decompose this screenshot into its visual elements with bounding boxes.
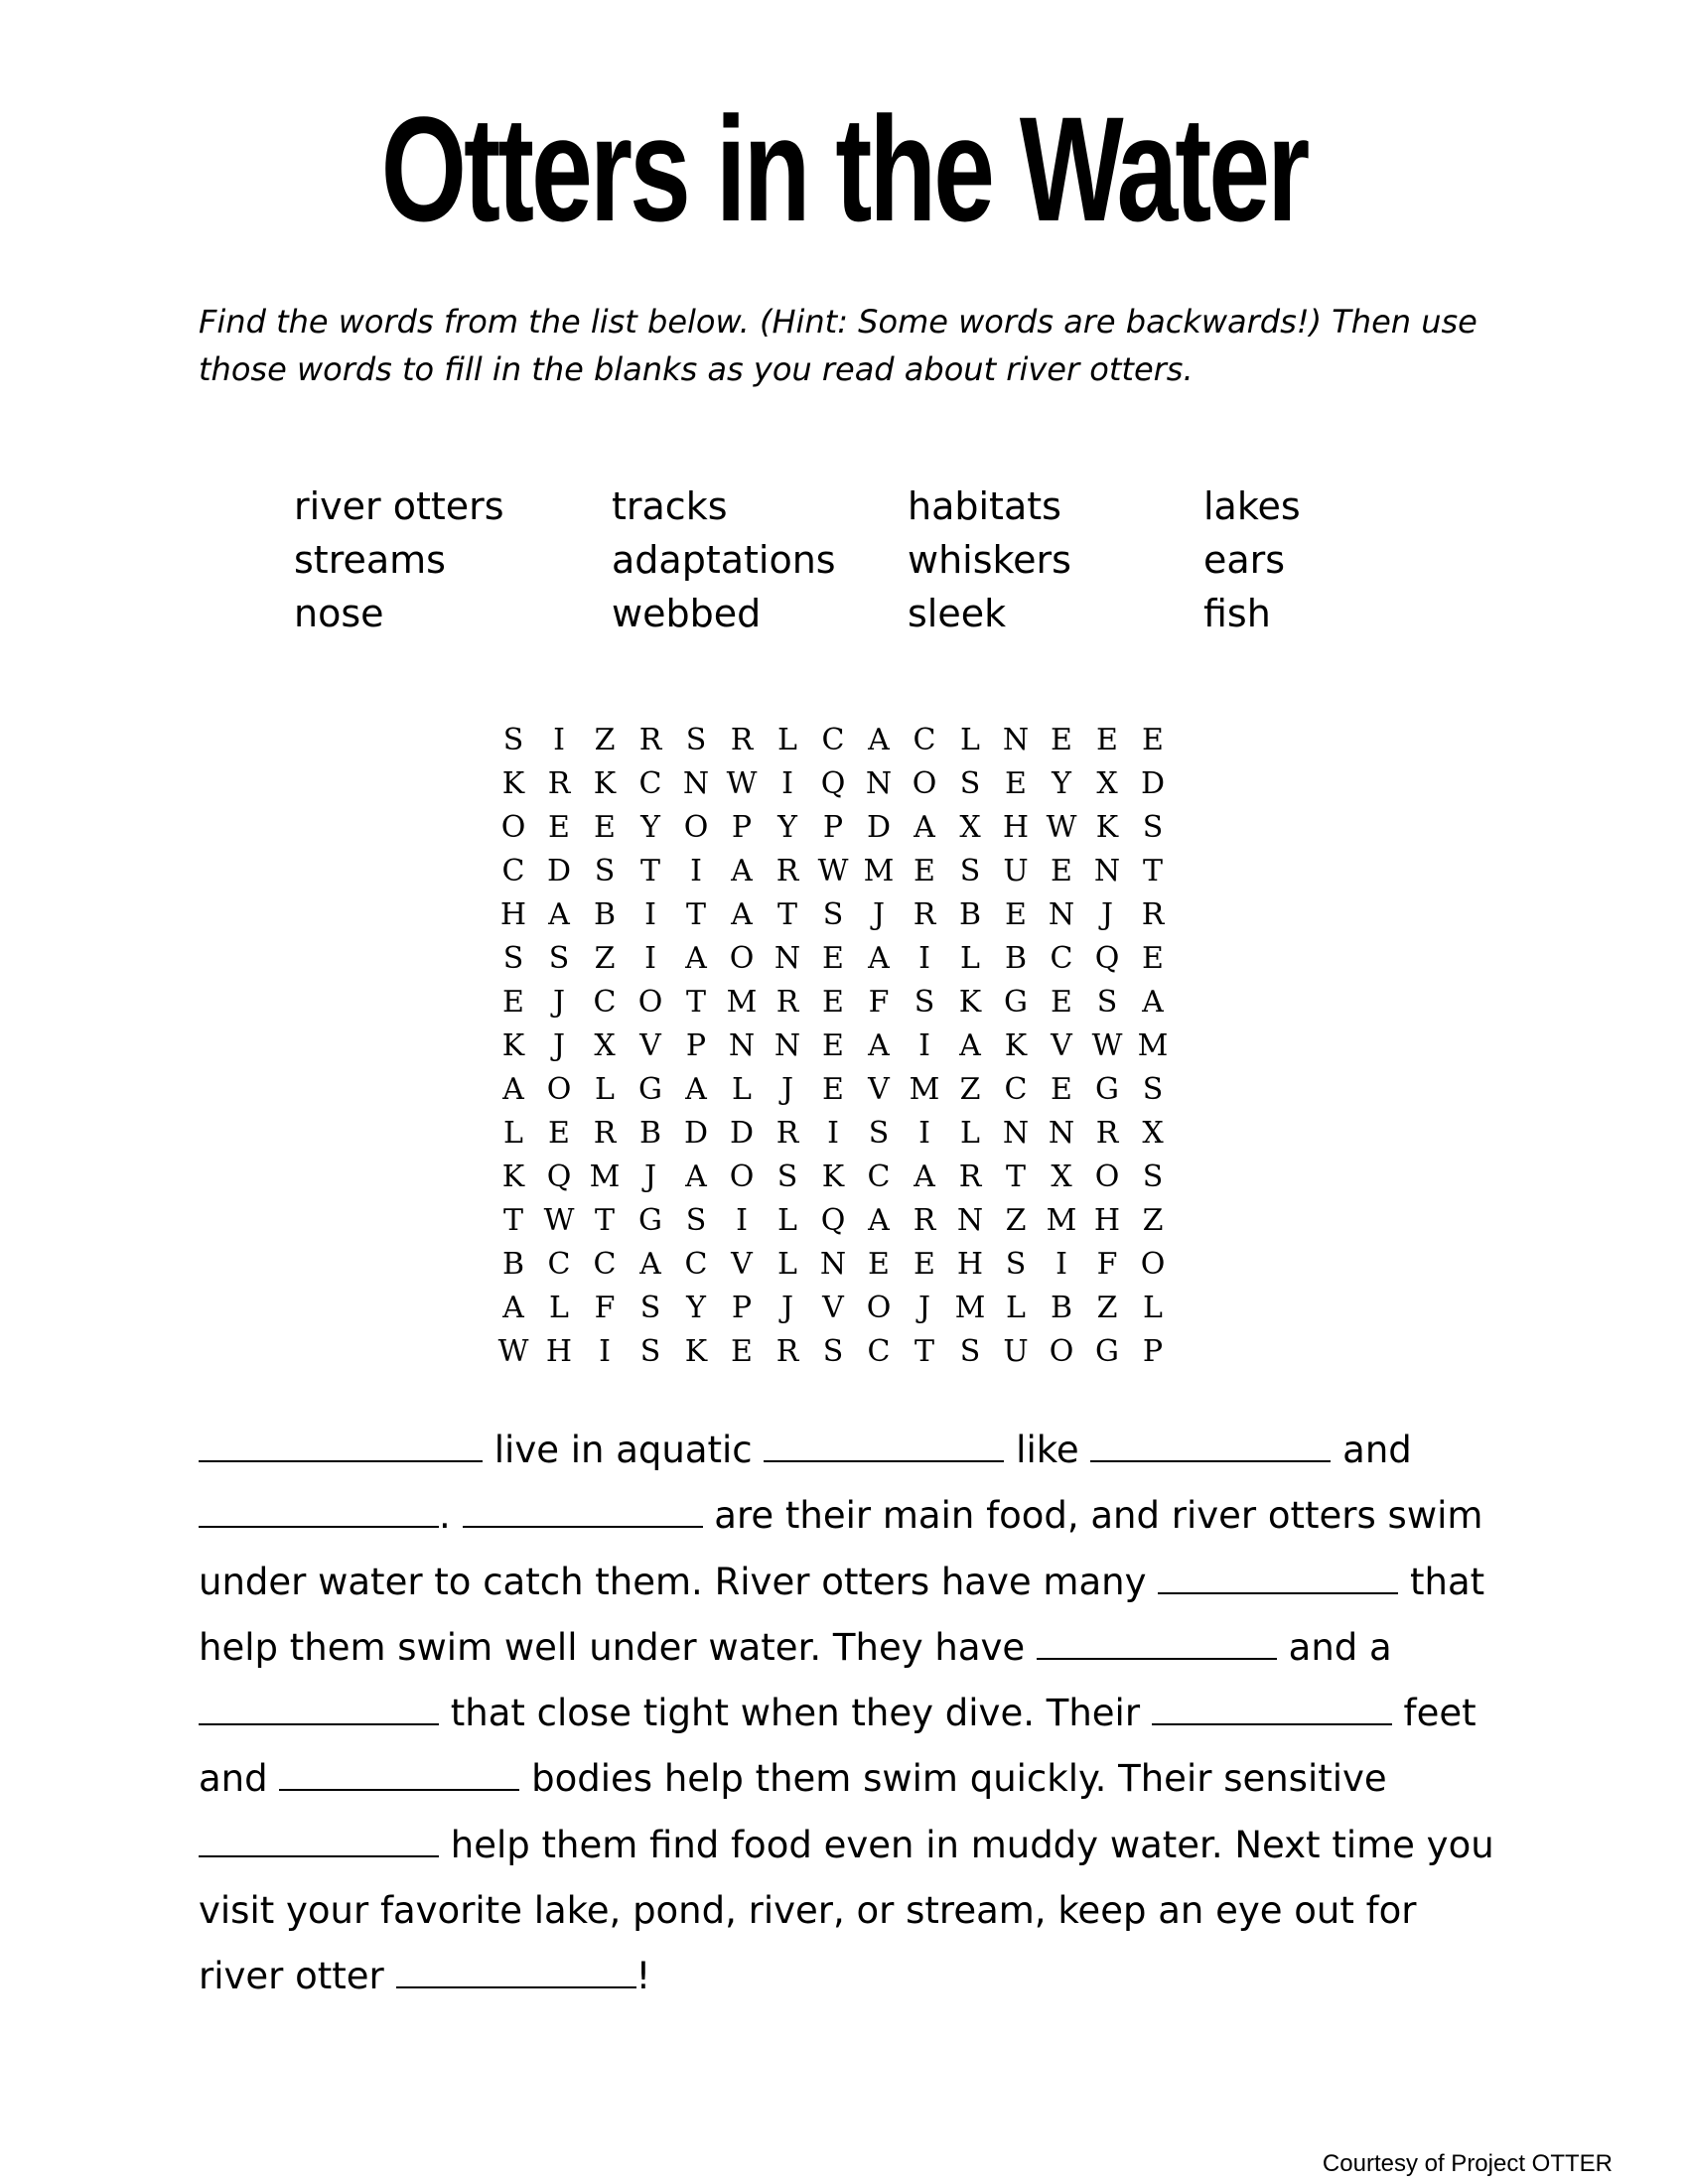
- grid-letter[interactable]: E: [1051, 1072, 1072, 1107]
- grid-letter[interactable]: C: [913, 723, 936, 757]
- grid-letter[interactable]: G: [638, 1203, 662, 1238]
- grid-letter[interactable]: G: [638, 1072, 662, 1107]
- grid-letter[interactable]: A: [868, 941, 890, 976]
- grid-letter[interactable]: C: [1050, 941, 1073, 976]
- word-list-item: tracks: [612, 484, 728, 528]
- grid-letter[interactable]: E: [822, 1028, 844, 1063]
- answer-blank[interactable]: [764, 1431, 1004, 1462]
- answer-blank[interactable]: [199, 1431, 483, 1462]
- grid-letter[interactable]: O: [912, 766, 937, 801]
- grid-letter[interactable]: Q: [820, 1203, 846, 1238]
- grid-letter[interactable]: I: [644, 941, 656, 976]
- grid-letter[interactable]: S: [685, 1203, 707, 1238]
- grid-letter[interactable]: H: [499, 897, 527, 932]
- grid-letter[interactable]: E: [502, 985, 524, 1020]
- grid-letter[interactable]: T: [594, 1203, 615, 1238]
- grid-letter[interactable]: P: [1142, 1334, 1164, 1369]
- grid-letter[interactable]: M: [909, 1072, 940, 1107]
- answer-blank[interactable]: [1152, 1694, 1392, 1725]
- grid-letter[interactable]: L: [1143, 1291, 1163, 1325]
- grid-letter[interactable]: N: [1002, 723, 1030, 757]
- grid-letter[interactable]: K: [1095, 810, 1119, 845]
- grid-letter[interactable]: T: [1005, 1160, 1026, 1194]
- passage-text: and a: [1276, 1625, 1392, 1669]
- grid-letter[interactable]: I: [1055, 1247, 1067, 1282]
- grid-letter[interactable]: I: [644, 897, 656, 932]
- passage-line: [199, 1483, 1509, 1549]
- passage-text: feet: [1391, 1692, 1477, 1735]
- grid-letter[interactable]: S: [502, 723, 524, 757]
- word-list-item: whiskers: [908, 538, 1071, 582]
- grid-letter[interactable]: H: [1093, 1203, 1121, 1238]
- grid-letter[interactable]: K: [684, 1334, 708, 1369]
- grid-letter[interactable]: C: [593, 1247, 617, 1282]
- grid-letter[interactable]: W: [1046, 810, 1077, 845]
- grid-letter[interactable]: J: [917, 1291, 931, 1325]
- passage-text: !: [635, 1955, 651, 1998]
- grid-letter[interactable]: J: [780, 1291, 794, 1325]
- grid-letter[interactable]: L: [549, 1291, 569, 1325]
- grid-letter[interactable]: R: [775, 985, 799, 1020]
- grid-letter[interactable]: E: [822, 1072, 844, 1107]
- grid-letter[interactable]: Y: [686, 1291, 706, 1325]
- grid-letter[interactable]: E: [822, 941, 844, 976]
- grid-letter[interactable]: I: [918, 1116, 930, 1151]
- grid-letter[interactable]: O: [500, 810, 526, 845]
- grid-letter[interactable]: S: [959, 854, 981, 888]
- grid-letter[interactable]: W: [497, 1334, 529, 1369]
- grid-letter[interactable]: K: [821, 1160, 845, 1194]
- grid-letter[interactable]: J: [780, 1072, 794, 1107]
- grid-letter[interactable]: G: [1004, 985, 1028, 1020]
- grid-letter[interactable]: N: [1093, 854, 1121, 888]
- grid-letter[interactable]: O: [637, 985, 663, 1020]
- grid-letter[interactable]: E: [731, 1334, 753, 1369]
- grid-letter[interactable]: N: [956, 1203, 984, 1238]
- grid-letter[interactable]: R: [913, 897, 936, 932]
- grid-letter[interactable]: Z: [1142, 1203, 1164, 1238]
- grid-letter[interactable]: I: [736, 1203, 748, 1238]
- grid-letter[interactable]: A: [868, 1203, 890, 1238]
- fill-in-passage: [199, 1418, 1509, 2010]
- grid-letter[interactable]: V: [731, 1247, 753, 1282]
- grid-letter[interactable]: T: [1142, 854, 1163, 888]
- grid-letter[interactable]: J: [1100, 897, 1114, 932]
- grid-letter[interactable]: B: [958, 897, 982, 932]
- grid-letter[interactable]: M: [1046, 1203, 1077, 1238]
- grid-letter[interactable]: Z: [1005, 1203, 1027, 1238]
- grid-letter[interactable]: E: [1142, 941, 1164, 976]
- grid-letter[interactable]: D: [683, 1116, 709, 1151]
- grid-letter[interactable]: R: [775, 854, 799, 888]
- grid-letter[interactable]: E: [914, 854, 935, 888]
- grid-letter[interactable]: L: [960, 1116, 980, 1151]
- grid-letter[interactable]: B: [638, 1116, 662, 1151]
- grid-letter[interactable]: B: [1004, 941, 1028, 976]
- grid-letter[interactable]: K: [1004, 1028, 1028, 1063]
- grid-letter[interactable]: C: [1004, 1072, 1028, 1107]
- passage-text: live in aquatic: [483, 1429, 765, 1471]
- grid-letter[interactable]: I: [599, 1334, 611, 1369]
- grid-letter[interactable]: N: [774, 941, 801, 976]
- grid-letter[interactable]: P: [685, 1028, 707, 1063]
- grid-letter[interactable]: F: [594, 1291, 616, 1325]
- grid-letter[interactable]: R: [775, 1334, 799, 1369]
- grid-letter[interactable]: A: [1142, 985, 1164, 1020]
- passage-text: and: [1331, 1429, 1412, 1471]
- passage-text: bodies help them swim quickly. Their sensitive: [519, 1757, 1387, 1801]
- grid-letter[interactable]: S: [594, 854, 616, 888]
- instructions: Find the words from the list below. (Hint: Some words are backwards!) Then use those words to fill in the blanks as you read about river otters.: [199, 303, 1477, 388]
- passage-text: visit your favorite lake, pond, river, or stream, keep an eye out for: [199, 1889, 1417, 1933]
- answer-blank[interactable]: [1158, 1563, 1398, 1594]
- grid-letter[interactable]: M: [863, 854, 895, 888]
- passage-text: .: [439, 1494, 463, 1538]
- grid-letter[interactable]: K: [958, 985, 982, 1020]
- grid-letter[interactable]: T: [685, 897, 706, 932]
- grid-letter[interactable]: A: [502, 1291, 524, 1325]
- grid-letter[interactable]: I: [918, 941, 930, 976]
- grid-letter[interactable]: Z: [959, 1072, 981, 1107]
- grid-letter[interactable]: E: [1051, 985, 1072, 1020]
- grid-letter[interactable]: B: [1050, 1291, 1073, 1325]
- grid-letter[interactable]: Q: [546, 1160, 572, 1194]
- grid-letter[interactable]: Q: [1094, 941, 1120, 976]
- grid-letter[interactable]: R: [913, 1203, 936, 1238]
- grid-letter[interactable]: E: [1051, 723, 1072, 757]
- grid-letter[interactable]: A: [731, 897, 753, 932]
- grid-letter[interactable]: S: [548, 941, 570, 976]
- answer-blank[interactable]: [396, 1957, 636, 1988]
- grid-letter[interactable]: S: [914, 985, 935, 1020]
- grid-letter[interactable]: O: [866, 1291, 892, 1325]
- grid-letter[interactable]: A: [685, 941, 707, 976]
- passage-text: and: [199, 1757, 280, 1801]
- grid-letter[interactable]: H: [1002, 810, 1030, 845]
- grid-letter[interactable]: S: [776, 1160, 798, 1194]
- grid-letter[interactable]: A: [685, 1160, 707, 1194]
- passage-line: [199, 1615, 1509, 1681]
- grid-letter[interactable]: E: [868, 1247, 890, 1282]
- grid-letter[interactable]: R: [730, 723, 754, 757]
- grid-letter[interactable]: S: [868, 1116, 890, 1151]
- grid-letter[interactable]: P: [731, 1291, 753, 1325]
- grid-letter[interactable]: K: [593, 766, 617, 801]
- grid-letter[interactable]: S: [685, 723, 707, 757]
- grid-letter[interactable]: V: [868, 1072, 890, 1107]
- grid-letter[interactable]: C: [684, 1247, 708, 1282]
- grid-letter[interactable]: E: [594, 810, 616, 845]
- grid-letter[interactable]: I: [827, 1116, 839, 1151]
- grid-letter[interactable]: M: [726, 985, 758, 1020]
- passage-text: river otter: [199, 1955, 396, 1998]
- grid-letter[interactable]: O: [546, 1072, 572, 1107]
- grid-letter[interactable]: L: [960, 723, 980, 757]
- grid-letter[interactable]: R: [775, 1116, 799, 1151]
- grid-letter[interactable]: L: [777, 1203, 797, 1238]
- grid-letter[interactable]: D: [866, 810, 892, 845]
- grid-letter[interactable]: E: [1005, 766, 1027, 801]
- grid-letter[interactable]: J: [872, 897, 886, 932]
- grid-letter[interactable]: O: [729, 1160, 755, 1194]
- grid-letter[interactable]: L: [503, 1116, 523, 1151]
- grid-letter[interactable]: L: [595, 1072, 615, 1107]
- grid-letter[interactable]: S: [502, 941, 524, 976]
- grid-letter[interactable]: H: [545, 1334, 573, 1369]
- grid-letter[interactable]: D: [546, 854, 572, 888]
- grid-letter[interactable]: M: [954, 1291, 986, 1325]
- grid-letter[interactable]: Z: [594, 941, 616, 976]
- word-list-item: habitats: [908, 484, 1061, 528]
- grid-letter[interactable]: A: [914, 810, 935, 845]
- grid-letter[interactable]: T: [776, 897, 797, 932]
- word-list-item: ears: [1203, 538, 1286, 582]
- passage-text: like: [1004, 1429, 1091, 1471]
- grid-letter[interactable]: X: [1142, 1116, 1164, 1151]
- grid-letter[interactable]: S: [959, 1334, 981, 1369]
- grid-letter[interactable]: W: [817, 854, 849, 888]
- grid-letter[interactable]: F: [868, 985, 890, 1020]
- grid-letter[interactable]: R: [958, 1160, 982, 1194]
- grid-letter[interactable]: G: [1095, 1072, 1119, 1107]
- courtesy-credit: Courtesy of Project OTTER: [1322, 2150, 1613, 2177]
- grid-letter[interactable]: S: [822, 897, 844, 932]
- grid-letter[interactable]: W: [1091, 1028, 1123, 1063]
- passage-text: are their main food, and river otters swim: [702, 1494, 1483, 1538]
- grid-letter[interactable]: M: [589, 1160, 621, 1194]
- grid-letter[interactable]: E: [1005, 897, 1027, 932]
- grid-letter[interactable]: A: [502, 1072, 524, 1107]
- grid-letter[interactable]: G: [1095, 1334, 1119, 1369]
- grid-letter[interactable]: K: [501, 1160, 525, 1194]
- word-list-item: sleek: [908, 592, 1007, 635]
- grid-letter[interactable]: A: [548, 897, 570, 932]
- passage-line: [199, 1878, 1509, 1944]
- grid-letter[interactable]: S: [639, 1334, 661, 1369]
- word-list: [294, 484, 1446, 645]
- answer-blank[interactable]: [199, 1694, 439, 1725]
- answer-blank[interactable]: [1037, 1628, 1277, 1660]
- grid-letter[interactable]: V: [1051, 1028, 1072, 1063]
- answer-blank[interactable]: [279, 1759, 519, 1791]
- answer-blank[interactable]: [199, 1826, 439, 1857]
- grid-letter[interactable]: P: [731, 810, 753, 845]
- answer-blank[interactable]: [199, 1496, 439, 1528]
- grid-letter[interactable]: D: [1140, 766, 1166, 801]
- grid-letter[interactable]: S: [1005, 1247, 1027, 1282]
- grid-letter[interactable]: C: [593, 985, 617, 1020]
- grid-letter[interactable]: S: [822, 1334, 844, 1369]
- grid-letter[interactable]: T: [914, 1334, 934, 1369]
- grid-letter[interactable]: S: [1142, 810, 1164, 845]
- grid-letter[interactable]: L: [732, 1072, 752, 1107]
- grid-letter[interactable]: E: [822, 985, 844, 1020]
- grid-letter[interactable]: E: [1142, 723, 1164, 757]
- grid-letter[interactable]: O: [1140, 1247, 1166, 1282]
- grid-letter[interactable]: E: [914, 1247, 935, 1282]
- grid-letter[interactable]: S: [1096, 985, 1118, 1020]
- grid-letter[interactable]: L: [1006, 1291, 1026, 1325]
- grid-letter[interactable]: T: [685, 985, 706, 1020]
- grid-letter[interactable]: Z: [594, 723, 616, 757]
- grid-letter[interactable]: B: [501, 1247, 525, 1282]
- word-list-item: adaptations: [612, 538, 836, 582]
- grid-letter[interactable]: I: [918, 1028, 930, 1063]
- grid-letter[interactable]: S: [639, 1291, 661, 1325]
- grid-letter[interactable]: X: [959, 810, 981, 845]
- word-list-item: fish: [1203, 592, 1271, 635]
- grid-letter[interactable]: L: [960, 941, 980, 976]
- grid-letter[interactable]: R: [547, 766, 571, 801]
- grid-letter[interactable]: N: [682, 766, 710, 801]
- grid-letter[interactable]: X: [1096, 766, 1118, 801]
- word-list-item: streams: [294, 538, 446, 582]
- grid-letter[interactable]: E: [1096, 723, 1118, 757]
- grid-letter[interactable]: X: [1051, 1160, 1072, 1194]
- grid-letter[interactable]: O: [1049, 1334, 1074, 1369]
- grid-letter[interactable]: V: [822, 1291, 844, 1325]
- grid-letter[interactable]: O: [683, 810, 709, 845]
- grid-letter[interactable]: C: [547, 1247, 571, 1282]
- grid-letter[interactable]: Q: [820, 766, 846, 801]
- grid-letter[interactable]: D: [729, 1116, 755, 1151]
- grid-letter[interactable]: S: [1142, 1160, 1164, 1194]
- grid-letter[interactable]: A: [914, 1160, 935, 1194]
- grid-letter[interactable]: I: [781, 766, 793, 801]
- grid-letter[interactable]: Y: [640, 810, 660, 845]
- grid-letter[interactable]: J: [643, 1160, 657, 1194]
- word-list-item: river otters: [294, 484, 504, 528]
- grid-letter[interactable]: P: [822, 810, 844, 845]
- grid-letter[interactable]: A: [959, 1028, 981, 1063]
- word-list-item: nose: [294, 592, 384, 635]
- grid-letter[interactable]: N: [865, 766, 893, 801]
- passage-line: [199, 1681, 1509, 1746]
- worksheet-title: Otters in the Water: [380, 85, 1308, 252]
- passage-line: [199, 1813, 1509, 1878]
- grid-letter[interactable]: L: [777, 723, 797, 757]
- passage-text: under water to catch them. River otters have many: [199, 1560, 1159, 1603]
- passage-line: [199, 1550, 1509, 1615]
- grid-letter[interactable]: A: [685, 1072, 707, 1107]
- grid-letter[interactable]: Y: [777, 810, 797, 845]
- grid-letter[interactable]: H: [956, 1247, 984, 1282]
- grid-letter[interactable]: B: [593, 897, 617, 932]
- grid-letter[interactable]: N: [774, 1028, 801, 1063]
- grid-letter[interactable]: C: [867, 1160, 891, 1194]
- grid-letter[interactable]: R: [593, 1116, 617, 1151]
- grid-letter[interactable]: J: [552, 1028, 566, 1063]
- grid-letter[interactable]: A: [639, 1247, 661, 1282]
- grid-letter[interactable]: T: [639, 854, 660, 888]
- grid-letter[interactable]: N: [728, 1028, 756, 1063]
- grid-letter[interactable]: A: [868, 723, 890, 757]
- grid-letter[interactable]: L: [777, 1247, 797, 1282]
- answer-blank[interactable]: [1090, 1431, 1331, 1462]
- grid-letter[interactable]: N: [1048, 1116, 1075, 1151]
- grid-letter[interactable]: K: [501, 1028, 525, 1063]
- grid-letter[interactable]: R: [638, 723, 662, 757]
- grid-letter[interactable]: E: [548, 810, 570, 845]
- grid-letter[interactable]: M: [1137, 1028, 1169, 1063]
- grid-letter[interactable]: S: [1142, 1072, 1164, 1107]
- word-list-item: lakes: [1203, 484, 1301, 528]
- grid-letter[interactable]: U: [1003, 854, 1029, 888]
- passage-text: help them swim well under water. They have: [199, 1625, 1037, 1669]
- passage-text: that close tight when they dive. Their: [439, 1692, 1152, 1735]
- grid-letter[interactable]: A: [731, 854, 753, 888]
- grid-letter[interactable]: A: [868, 1028, 890, 1063]
- word-search-grid: [491, 723, 1176, 1378]
- grid-letter[interactable]: Y: [1052, 766, 1071, 801]
- grid-letter[interactable]: J: [552, 985, 566, 1020]
- grid-letter[interactable]: N: [1048, 897, 1075, 932]
- grid-letter[interactable]: W: [543, 1203, 575, 1238]
- grid-letter[interactable]: I: [690, 854, 702, 888]
- passage-line: [199, 1944, 1509, 2009]
- answer-blank[interactable]: [463, 1496, 703, 1528]
- grid-letter[interactable]: R: [1095, 1116, 1119, 1151]
- passage-text: help them find food even in muddy water. Next time you: [439, 1823, 1494, 1866]
- grid-letter[interactable]: I: [553, 723, 565, 757]
- grid-letter[interactable]: T: [502, 1203, 523, 1238]
- grid-letter[interactable]: N: [819, 1247, 847, 1282]
- grid-letter[interactable]: C: [501, 854, 525, 888]
- passage-line: [199, 1418, 1509, 1483]
- passage-line: [199, 1746, 1509, 1812]
- grid-letter[interactable]: X: [594, 1028, 616, 1063]
- grid-letter[interactable]: S: [959, 766, 981, 801]
- grid-letter[interactable]: O: [729, 941, 755, 976]
- grid-letter[interactable]: E: [548, 1116, 570, 1151]
- grid-letter[interactable]: O: [1094, 1160, 1120, 1194]
- grid-letter[interactable]: C: [867, 1334, 891, 1369]
- grid-letter[interactable]: C: [638, 766, 662, 801]
- grid-letter[interactable]: K: [501, 766, 525, 801]
- grid-letter[interactable]: Z: [1096, 1291, 1118, 1325]
- grid-letter[interactable]: F: [1096, 1247, 1118, 1282]
- passage-text: that: [1398, 1560, 1485, 1603]
- grid-letter[interactable]: U: [1003, 1334, 1029, 1369]
- grid-letter[interactable]: R: [1141, 897, 1165, 932]
- grid-letter[interactable]: W: [726, 766, 758, 801]
- grid-letter[interactable]: N: [1002, 1116, 1030, 1151]
- grid-letter[interactable]: C: [821, 723, 845, 757]
- word-list-item: webbed: [612, 592, 762, 635]
- grid-letter[interactable]: V: [639, 1028, 661, 1063]
- grid-letter[interactable]: E: [1051, 854, 1072, 888]
